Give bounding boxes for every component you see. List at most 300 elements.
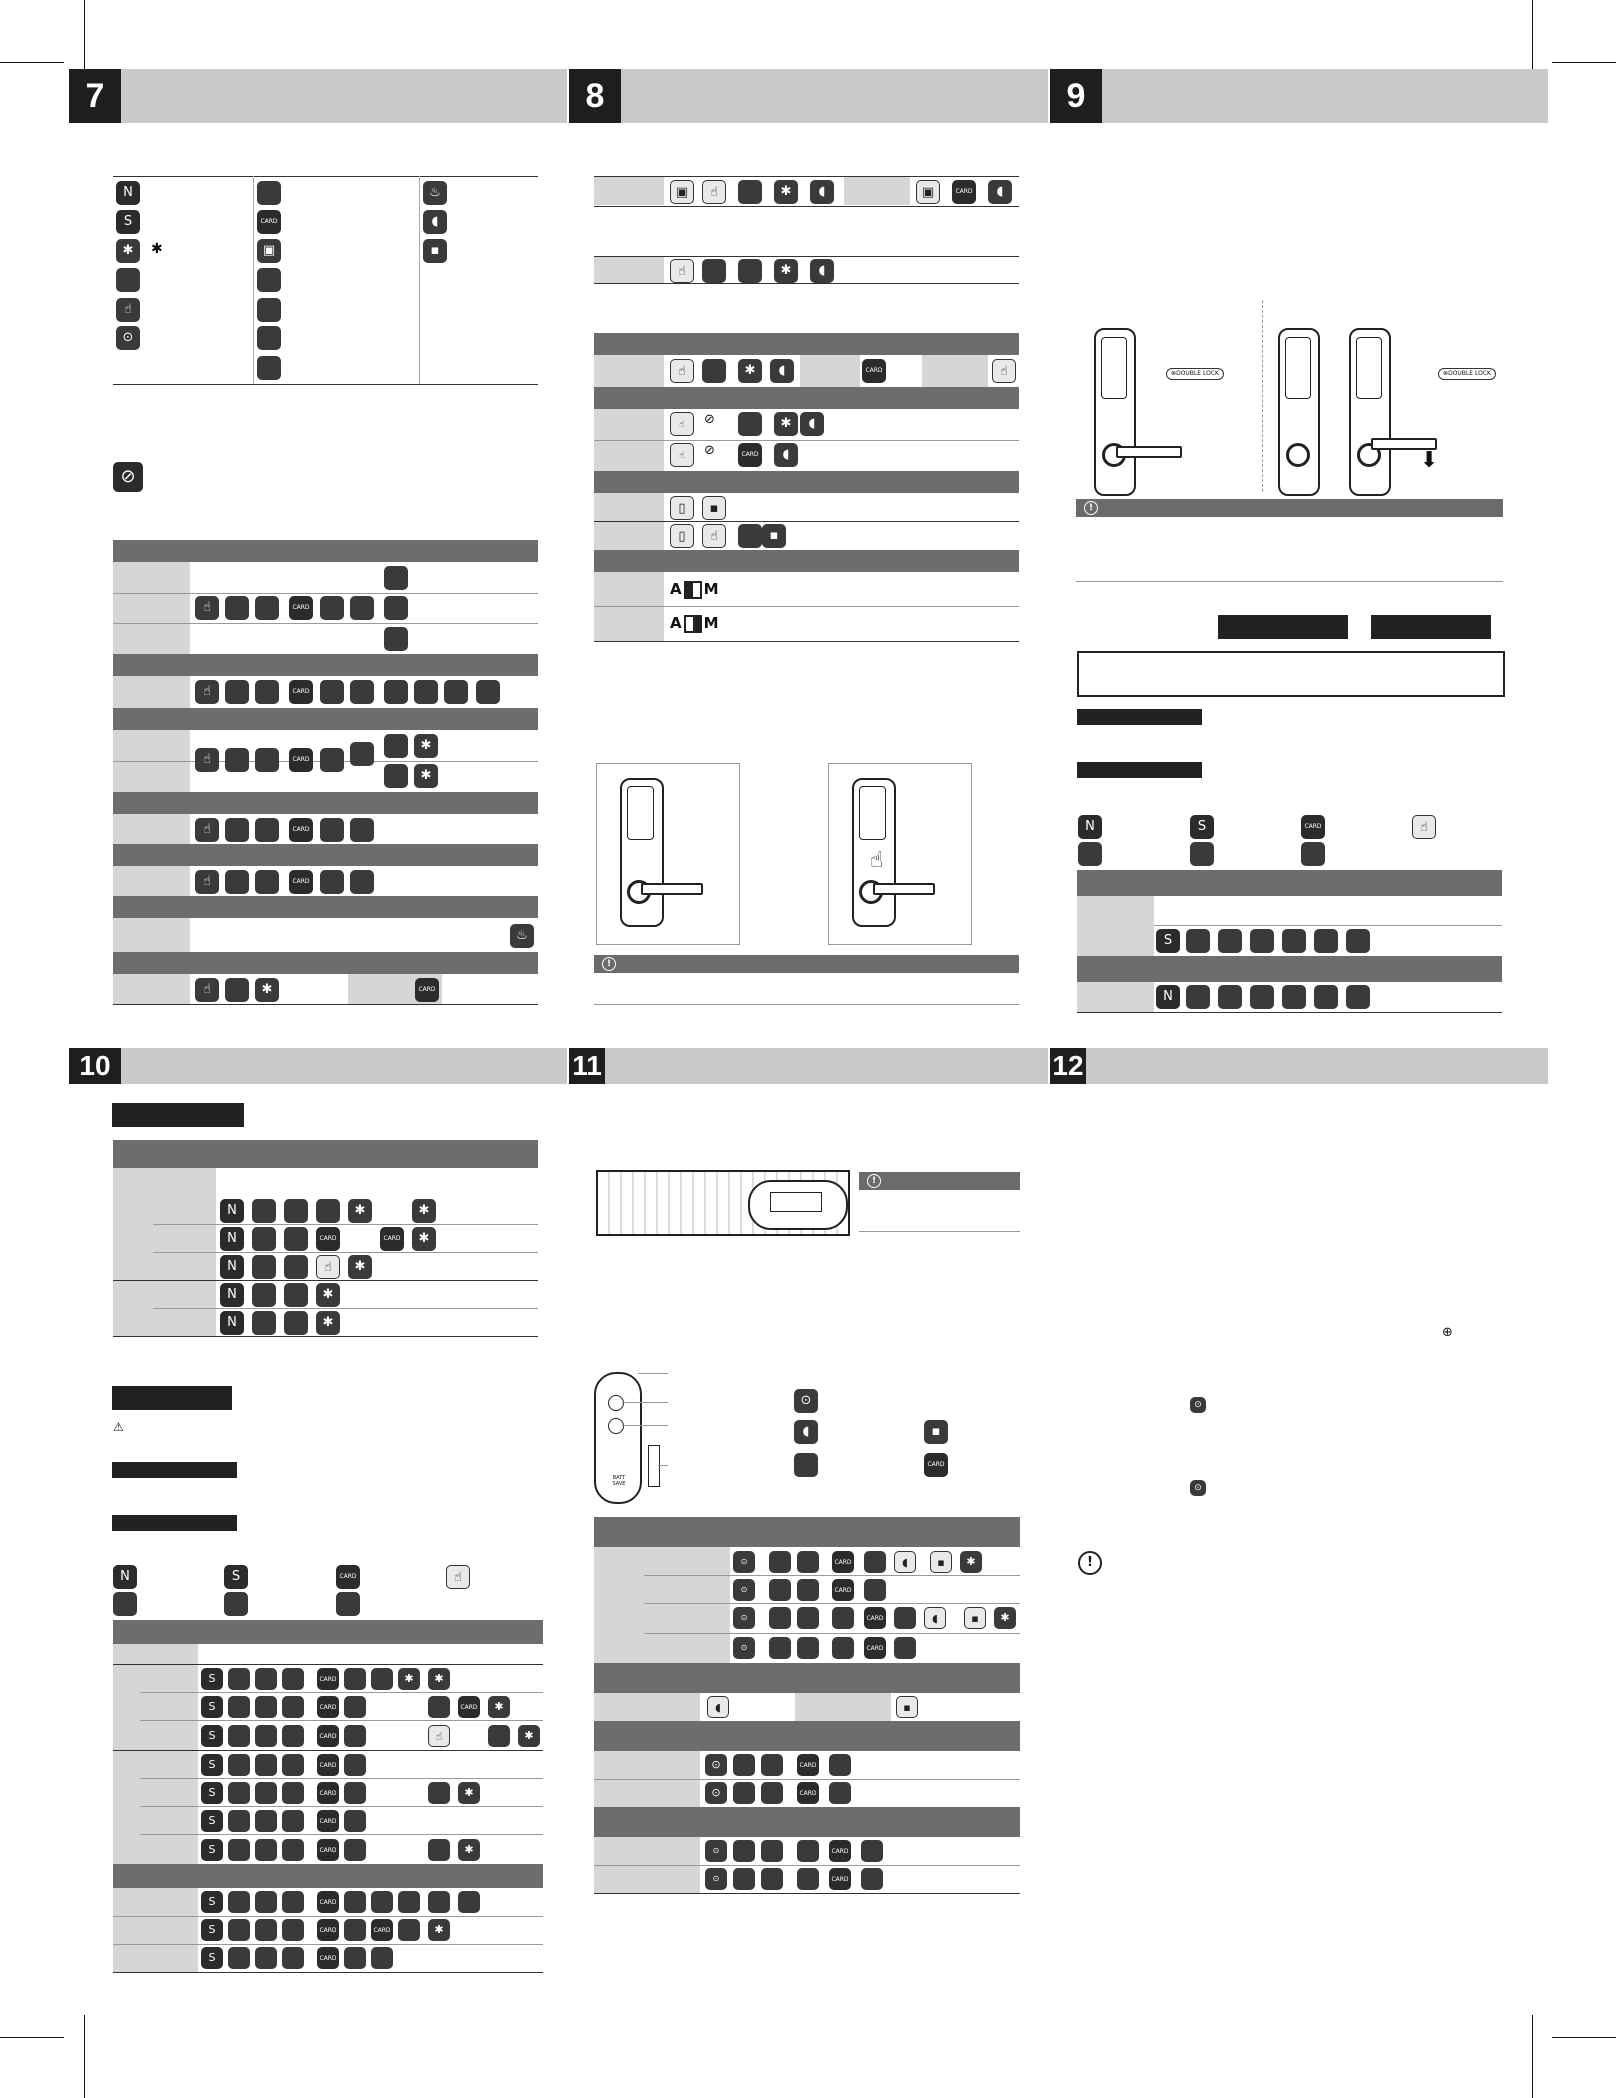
key-icon	[1314, 985, 1338, 1009]
star-icon: ✱	[316, 1311, 340, 1335]
touch-icon: ☝	[195, 680, 219, 704]
label-tag	[1371, 615, 1491, 639]
star-icon: ✱	[960, 1551, 982, 1573]
key-icon	[350, 742, 374, 766]
key-icon	[255, 1947, 277, 1969]
row-rule	[140, 1778, 543, 1779]
section-12-header	[1050, 1048, 1548, 1084]
key-icon	[320, 870, 344, 894]
key-icon	[344, 1839, 366, 1861]
row-rule	[113, 1664, 543, 1665]
card-icon: CARD	[289, 680, 313, 704]
plus-circle-icon: ⊕	[1442, 1325, 1453, 1340]
callout-line	[638, 1373, 668, 1374]
key-icon	[384, 764, 408, 788]
key-icon	[350, 818, 374, 842]
crop-mark	[0, 2037, 64, 2038]
row-rule	[113, 1944, 543, 1945]
key-icon	[1186, 929, 1210, 953]
key-icon	[797, 1840, 819, 1862]
alarm-icon: ♨	[510, 924, 534, 948]
key-icon	[702, 359, 726, 383]
setup-mode-icon: S	[201, 1891, 223, 1913]
setup-mode-icon: S	[201, 1839, 223, 1861]
key-icon	[282, 1782, 304, 1804]
card-icon: CARD	[317, 1696, 339, 1718]
card-icon: CARD	[797, 1754, 819, 1776]
callout-line	[622, 1425, 668, 1426]
row-rule	[113, 1972, 543, 1973]
label-tag	[112, 1103, 244, 1127]
lock-icon: ▪	[964, 1607, 986, 1629]
key-icon	[733, 1868, 755, 1890]
table-group-header	[113, 952, 538, 974]
key-icon	[255, 1810, 277, 1832]
row-rule	[113, 1750, 543, 1751]
unlock-icon: ◖	[423, 210, 447, 234]
callout-line	[658, 1465, 668, 1466]
normal-mode-icon: N	[1156, 985, 1180, 1009]
hold-3sec-icon: ⊙	[733, 1607, 755, 1629]
key-icon	[738, 412, 762, 436]
row-label	[594, 177, 664, 205]
manual-label: M	[703, 614, 719, 632]
key-icon	[769, 1551, 791, 1573]
table-group-header	[113, 1140, 538, 1168]
key-icon	[252, 1227, 276, 1251]
table-group-header	[1077, 870, 1502, 896]
star-icon: ✱	[348, 1255, 372, 1279]
row-rule	[1154, 925, 1502, 926]
row-rule	[113, 1916, 543, 1917]
key-icon	[255, 1919, 277, 1941]
table-group-header	[594, 387, 1019, 409]
row-rule	[140, 1692, 543, 1693]
key-icon	[282, 1810, 304, 1832]
label-tag	[1077, 709, 1202, 725]
key-icon	[414, 680, 438, 704]
label-tag	[112, 1462, 237, 1478]
key-icon	[344, 1754, 366, 1776]
section-number: 10	[69, 1048, 121, 1084]
row-label	[795, 1693, 891, 1721]
lock-display	[627, 786, 654, 840]
key-icon	[738, 259, 762, 283]
number-key-icon	[116, 268, 140, 292]
key-icon	[344, 1782, 366, 1804]
lock-display	[859, 786, 886, 840]
unlock-icon: ◖	[810, 259, 834, 283]
key-icon	[1282, 929, 1306, 953]
key-icon	[733, 1840, 755, 1862]
setup-mode-icon: S	[1190, 815, 1214, 839]
unlock-icon: ◖	[770, 359, 794, 383]
row-label	[594, 355, 664, 387]
table-group-header	[113, 1620, 543, 1644]
card-icon: CARD	[317, 1891, 339, 1913]
key-icon	[384, 627, 408, 651]
normal-mode-icon: N	[1078, 815, 1102, 839]
setup-mode-icon: S	[201, 1947, 223, 1969]
double-lock-label: ⊗DOUBLE LOCK	[1438, 368, 1496, 380]
figure-divider	[1262, 300, 1263, 492]
card-icon: CARD	[289, 596, 313, 620]
key-icon	[225, 870, 249, 894]
section-11-header	[569, 1048, 1048, 1084]
card-icon: CARD	[952, 180, 976, 204]
down-arrow-icon: ⬇	[1420, 448, 1439, 473]
touch-icon: ☝	[446, 1565, 470, 1589]
handle-lever	[873, 883, 935, 895]
card-icon: CARD	[862, 359, 886, 383]
key-icon	[225, 596, 249, 620]
row-rule	[153, 1252, 538, 1253]
row-rule	[153, 1308, 538, 1309]
row-label	[113, 1196, 153, 1336]
key-icon	[225, 818, 249, 842]
key-icon	[282, 1839, 304, 1861]
key-icon	[257, 326, 281, 350]
no-disturb-icon: ⊘	[113, 462, 143, 492]
key-icon	[861, 1840, 883, 1862]
key-icon	[350, 596, 374, 620]
key-icon	[761, 1868, 783, 1890]
card-icon: CARD	[317, 1725, 339, 1747]
auto-label: A	[670, 580, 682, 598]
unlock-icon: ◖	[800, 412, 824, 436]
setup-mode-icon: S	[201, 1810, 223, 1832]
key-icon	[832, 1607, 854, 1629]
remote-icon: ⊙	[1190, 1480, 1206, 1496]
reg-card-icon: ▣	[257, 239, 281, 263]
remote-button	[608, 1418, 624, 1434]
star-icon: ✱	[774, 259, 798, 283]
remote-icon: ⊙	[705, 1782, 727, 1804]
key-icon	[228, 1725, 250, 1747]
card-icon: CARD	[316, 1227, 340, 1251]
touch-icon: ☝	[702, 180, 726, 204]
key-icon	[829, 1782, 851, 1804]
key-icon	[252, 1283, 276, 1307]
key-icon	[255, 1668, 277, 1690]
key-icon	[255, 748, 279, 772]
setup-mode-icon: S	[224, 1565, 248, 1589]
normal-mode-icon: N	[116, 181, 140, 205]
key-icon	[284, 1255, 308, 1279]
key-icon	[255, 1754, 277, 1776]
key-icon	[228, 1754, 250, 1776]
card-icon: CARD	[864, 1637, 886, 1659]
key-icon	[761, 1840, 783, 1862]
card-icon: CARD	[257, 210, 281, 234]
normal-mode-icon: N	[220, 1199, 244, 1223]
table-group-header	[594, 1517, 1020, 1547]
table-group-header	[594, 1663, 1020, 1693]
touch-icon: ☝	[702, 524, 726, 548]
key-icon	[224, 1592, 248, 1616]
table-group-header	[113, 654, 538, 676]
key-icon	[344, 1947, 366, 1969]
key-icon	[371, 1947, 393, 1969]
card-icon: CARD	[317, 1668, 339, 1690]
star-icon: ✱	[316, 1283, 340, 1307]
key-icon	[1314, 929, 1338, 953]
row-label	[922, 355, 988, 387]
hold-3sec-icon: ⊙	[733, 1551, 755, 1573]
key-icon	[733, 1754, 755, 1776]
row-rule	[140, 1806, 543, 1807]
table-group-header	[113, 896, 538, 918]
card-icon: CARD	[317, 1754, 339, 1776]
key-icon	[398, 1891, 420, 1913]
touch-icon: ☝	[670, 259, 694, 283]
door-figure	[596, 763, 740, 945]
touch-icon: ☝	[195, 596, 219, 620]
card-icon: CARD	[289, 818, 313, 842]
note-bar: !	[859, 1172, 1020, 1190]
reg-card-icon: ▣	[670, 180, 694, 204]
card-icon: CARD	[415, 978, 439, 1002]
row-rule	[644, 1575, 1020, 1576]
key-icon	[398, 1919, 420, 1941]
card-icon: CARD	[829, 1868, 851, 1890]
key-icon	[344, 1891, 366, 1913]
key-icon	[738, 524, 762, 548]
callout-line	[622, 1402, 668, 1403]
normal-mode-icon: N	[113, 1565, 137, 1589]
star-icon: ✱	[518, 1725, 540, 1747]
key-icon	[384, 734, 408, 758]
crop-mark	[1532, 2015, 1533, 2098]
key-icon	[738, 180, 762, 204]
star-icon: ✱	[774, 412, 798, 436]
remote-bottom-label: BATT SAVE	[612, 1475, 626, 1487]
row-rule	[153, 1224, 538, 1225]
star-icon: ✱	[428, 1668, 450, 1690]
row-rule	[594, 1893, 1020, 1894]
warning-icon: ⚠	[113, 1420, 124, 1434]
key-icon	[282, 1919, 304, 1941]
unlock-icon: ◖	[924, 1607, 946, 1629]
section-number: 11	[569, 1048, 605, 1084]
section-number: 8	[569, 69, 621, 123]
key-icon	[797, 1579, 819, 1601]
label-tag	[1218, 615, 1348, 639]
unlock-icon: ◖	[794, 1420, 818, 1444]
legend-bottom-rule	[113, 384, 538, 385]
row-label	[1077, 982, 1154, 1012]
key-icon	[829, 1754, 851, 1776]
key-icon	[344, 1810, 366, 1832]
key-icon	[252, 1311, 276, 1335]
section-number: 9	[1050, 69, 1102, 123]
key-icon	[255, 1696, 277, 1718]
star-icon: ✱	[414, 764, 438, 788]
hold-3sec-icon: ⊙	[733, 1637, 755, 1659]
key-icon	[428, 1782, 450, 1804]
key-icon	[350, 870, 374, 894]
hold-3sec-icon: ☝	[670, 443, 694, 467]
card-icon: CARD	[829, 1840, 851, 1862]
key-icon	[428, 1696, 450, 1718]
key-icon	[894, 1607, 916, 1629]
key-icon	[458, 1891, 480, 1913]
table-group-header	[113, 708, 538, 730]
key-icon	[384, 596, 408, 620]
hand-icon: ☝	[870, 848, 884, 873]
key-icon	[1078, 842, 1102, 866]
key-icon	[225, 978, 249, 1002]
table-group-header	[113, 1864, 543, 1888]
key-icon	[733, 1782, 755, 1804]
remote-button	[608, 1395, 624, 1411]
card-icon: CARD	[317, 1810, 339, 1832]
setup-mode-icon: S	[201, 1782, 223, 1804]
touch-pad-icon: ☝	[116, 298, 140, 322]
card-icon: CARD	[864, 1607, 886, 1629]
remote-icon: ⊙	[116, 326, 140, 350]
star-icon: ✱	[412, 1199, 436, 1223]
key-icon	[282, 1725, 304, 1747]
legend-divider	[253, 176, 254, 384]
key-icon	[225, 748, 249, 772]
unlock-icon: ◖	[988, 180, 1012, 204]
note-rule	[1076, 581, 1503, 582]
row-label	[594, 522, 664, 550]
note-rule	[594, 1004, 1019, 1005]
key-icon	[797, 1551, 819, 1573]
hold-3sec-icon: ⊙	[733, 1579, 755, 1601]
key-icon	[476, 680, 500, 704]
key-icon	[284, 1199, 308, 1223]
row-label	[594, 1547, 644, 1663]
card-icon: CARD	[336, 1565, 360, 1589]
table-group-header	[1077, 956, 1502, 982]
normal-mode-icon: N	[220, 1227, 244, 1251]
crop-mark	[1552, 2037, 1616, 2038]
key-icon	[255, 596, 279, 620]
key-icon	[228, 1919, 250, 1941]
row-rule	[644, 1633, 1020, 1634]
note-bar: !	[594, 955, 1019, 973]
key-icon	[320, 680, 344, 704]
card-icon: CARD	[289, 870, 313, 894]
alarm-icon: ♨	[423, 181, 447, 205]
key-icon	[864, 1551, 886, 1573]
lock-icon: ▪	[762, 524, 786, 548]
row-rule	[594, 440, 1019, 441]
row-label	[153, 1196, 216, 1336]
door-figure	[828, 763, 972, 945]
star-icon: ✱	[348, 1199, 372, 1223]
key-icon	[282, 1754, 304, 1776]
row-label	[113, 676, 190, 708]
row-rule	[644, 1603, 1020, 1604]
row-rule	[1077, 1012, 1502, 1013]
card-icon: CARD	[797, 1782, 819, 1804]
key-icon	[284, 1283, 308, 1307]
row-rule	[594, 1779, 1020, 1780]
label-tag	[112, 1386, 232, 1410]
legend-divider	[419, 176, 420, 384]
key-icon	[257, 298, 281, 322]
card-icon: CARD	[317, 1919, 339, 1941]
key-icon	[282, 1696, 304, 1718]
key-icon	[1301, 842, 1325, 866]
row-rule	[113, 1336, 538, 1337]
handle-rosette	[1286, 443, 1310, 467]
card-icon: CARD	[317, 1839, 339, 1861]
remote-icon: ⊙	[794, 1389, 818, 1413]
row-label	[113, 974, 190, 1004]
normal-mode-icon: N	[220, 1311, 244, 1335]
star-icon: ✱	[458, 1839, 480, 1861]
door-icon: ▯	[670, 524, 694, 548]
key-icon	[252, 1199, 276, 1223]
row-rule	[113, 593, 538, 594]
table-group-header	[113, 540, 538, 562]
star-icon: ✱	[414, 734, 438, 758]
double-lock-label: ⊗DOUBLE LOCK	[1166, 368, 1224, 380]
star-icon: ✱	[412, 1227, 436, 1251]
star-icon: ✱	[398, 1668, 420, 1690]
key-icon	[255, 1839, 277, 1861]
touch-icon: ☝	[992, 359, 1016, 383]
key-icon	[282, 1947, 304, 1969]
card-icon: CARD	[289, 748, 313, 772]
row-label	[594, 257, 664, 283]
info-box	[1077, 651, 1505, 697]
key-icon	[769, 1637, 791, 1659]
section-number: 7	[69, 69, 121, 123]
star-icon: ✱	[774, 180, 798, 204]
section-10-header	[69, 1048, 567, 1084]
handle-lever	[641, 883, 703, 895]
row-rule	[140, 1834, 543, 1835]
unlock-icon: ◖	[810, 180, 834, 204]
touch-icon: ☝	[1412, 815, 1436, 839]
touch-icon: ☝	[195, 818, 219, 842]
key-icon	[761, 1754, 783, 1776]
card-icon: CARD	[832, 1579, 854, 1601]
touch-icon: ☝	[195, 870, 219, 894]
key-icon	[761, 1782, 783, 1804]
key-icon	[252, 1255, 276, 1279]
key-icon	[1346, 929, 1370, 953]
key-icon	[344, 1919, 366, 1941]
key-icon	[1282, 985, 1306, 1009]
setup-mode-icon: S	[201, 1696, 223, 1718]
row-rule	[113, 1280, 538, 1281]
key-icon	[282, 1668, 304, 1690]
card-icon: CARD	[924, 1453, 948, 1477]
key-icon	[336, 1592, 360, 1616]
star-icon: ✱	[116, 239, 140, 263]
lock-icon: ▪	[924, 1420, 948, 1444]
key-icon	[257, 356, 281, 380]
key-icon	[1218, 985, 1242, 1009]
key-icon	[1218, 929, 1242, 953]
table-group-header	[594, 1721, 1020, 1751]
row-label	[844, 177, 910, 205]
caution-icon: !	[1078, 1551, 1102, 1575]
key-icon	[797, 1637, 819, 1659]
key-icon	[371, 1668, 393, 1690]
star-icon: ✱	[458, 1782, 480, 1804]
auto-manual-switch	[670, 614, 719, 633]
lock-icon: ▪	[423, 239, 447, 263]
key-icon	[797, 1868, 819, 1890]
